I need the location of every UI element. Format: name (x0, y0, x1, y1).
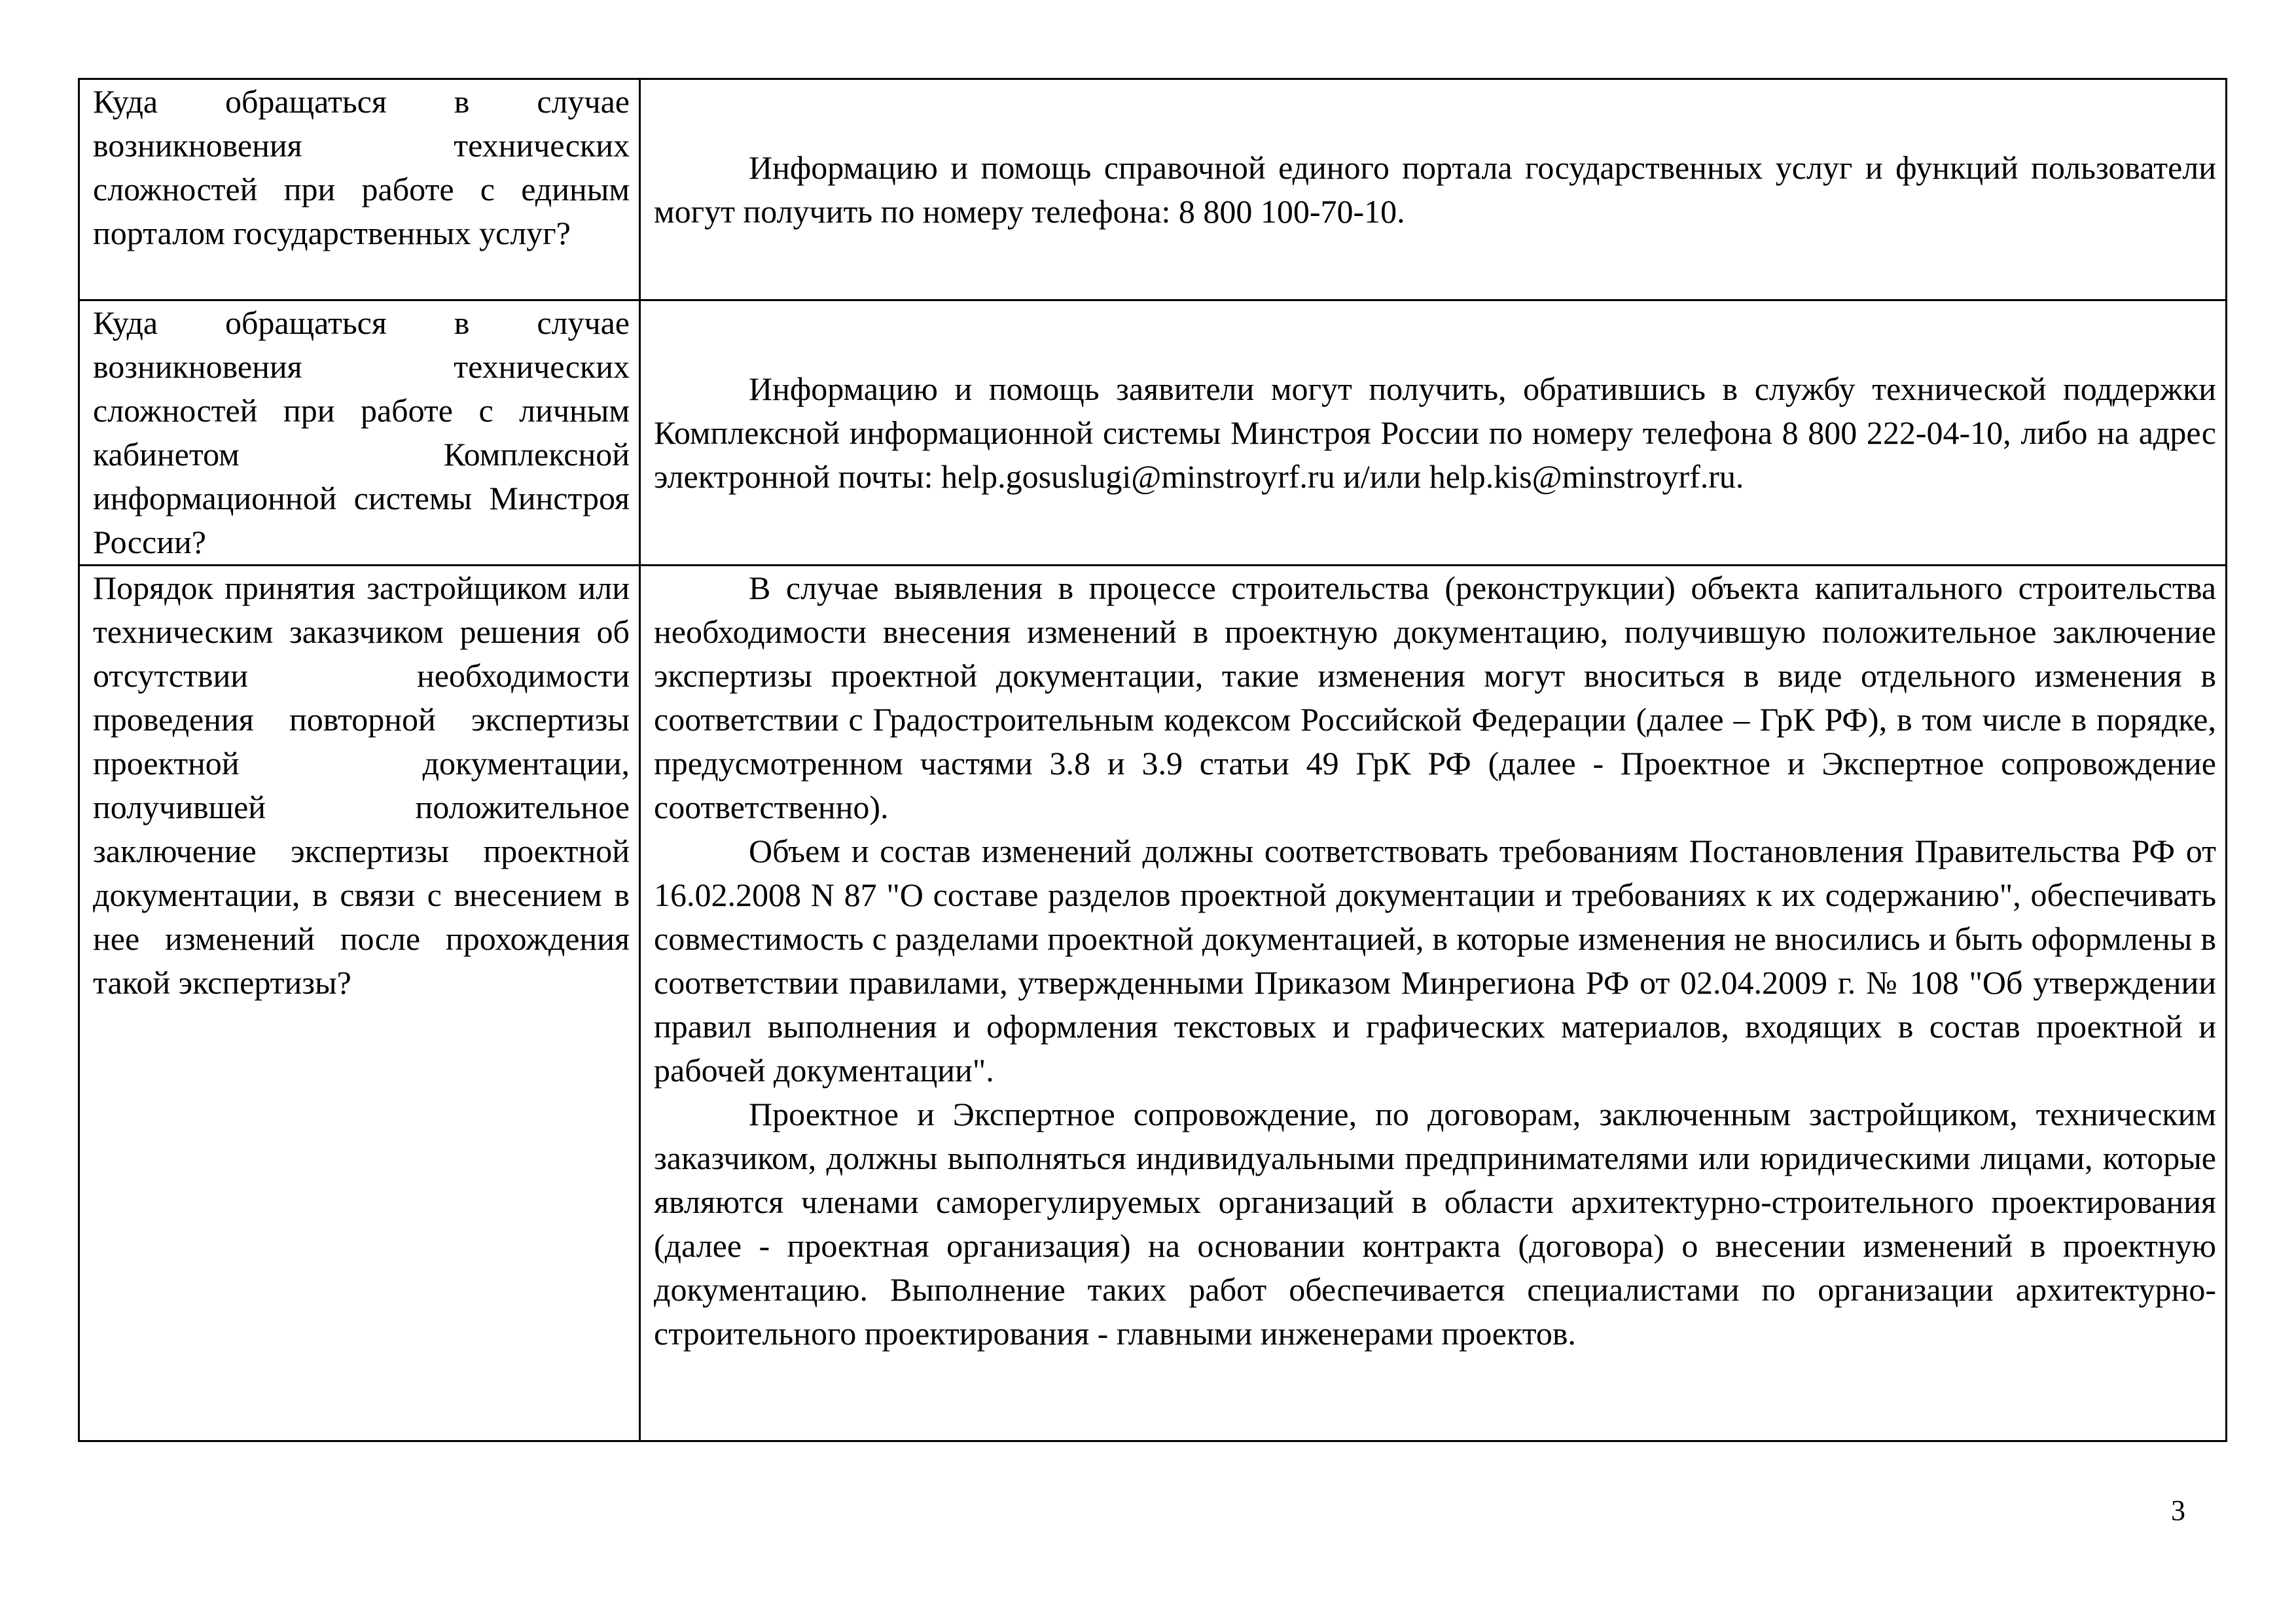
table-row (79, 566, 2227, 1441)
answer-cell (640, 566, 2227, 1441)
question-text: Куда обращаться в случае возникновения технических сложностей при работе с единым порталом государственных услуг? (93, 83, 630, 251)
question-text: Порядок принятия застройщиком или техническим заказчиком решения об отсутствии необходимости проведения повторной экспертизы проектной документации, получившей положительное заключение экспертизы проектной документации, в связи с внесением в нее изменений после прохождения такой экспертизы? (93, 569, 630, 1001)
answer-cell (640, 300, 2227, 566)
question-cell (79, 300, 640, 566)
answer-paragraph: Информацию и помощь заявители могут получить, обратившись в службу технической поддержки Комплексной информационной системы Минстроя России по номеру телефона 8 800 222-04-10, либо на адрес электронной почты: help.gosuslugi@minstroyrf.ru и/или help.kis@minstroyrf.ru. (654, 370, 2216, 495)
answer-paragraph: В случае выявления в процессе строительства (реконструкции) объекта капитального строительства необходимости внесения изменений в проектную документацию, получившую положительное заключение экспертизы проектной документации, такие изменения могут вноситься в виде отдельного изменения в соответствии с Градостроительным кодексом Российской Федерации (далее – ГрК РФ), в том числе в порядке, предусмотренном частями 3.8 и 3.9 статьи 49 ГрК РФ (далее - Проектное и Экспертное сопровождение соответственно). (654, 569, 2216, 825)
answer-paragraph: Проектное и Экспертное сопровождение, по договорам, заключенным застройщиком, техническим заказчиком, должны выполняться индивидуальными предпринимателями или юридическими лицами, которые являются членами саморегулируемых организаций в области архитектурно-строительного проектирования (далее - проектная организация) на основании контракта (договора) о внесении изменений в проектную документацию. Выполнение таких работ обеспечивается специалистами по организации архитектурно-строительного проектирования - главными инженерами проектов. (654, 1096, 2216, 1352)
table-row (79, 79, 2227, 300)
question-cell (79, 79, 640, 300)
question-cell (79, 566, 640, 1441)
page-number: 3 (2171, 1494, 2185, 1526)
answer-paragraph: Информацию и помощь справочной единого портала государственных услуг и функций пользователи могут получить по номеру телефона: 8 800 100-70-10. (654, 149, 2216, 230)
question-text: Куда обращаться в случае возникновения технических сложностей при работе с личным кабинетом Комплексной информационной системы Минстроя России? (93, 304, 630, 560)
faq-table (78, 78, 2227, 1442)
answer-cell (640, 79, 2227, 300)
answer-paragraph: Объем и состав изменений должны соответствовать требованиям Постановления Правительства РФ от 16.02.2008 N 87 "О составе разделов проектной документации и требованиях к их содержанию", обеспечивать совместимость с разделами проектной документацией, в которые изменения не вносились и быть оформлены в соответствии правилами, утвержденными Приказом Минрегиона РФ от 02.04.2009 г. № 108 "Об утверждении правил выполнения и оформления текстовых и графических материалов, входящих в состав проектной и рабочей документации". (654, 833, 2216, 1089)
table-row (79, 300, 2227, 566)
